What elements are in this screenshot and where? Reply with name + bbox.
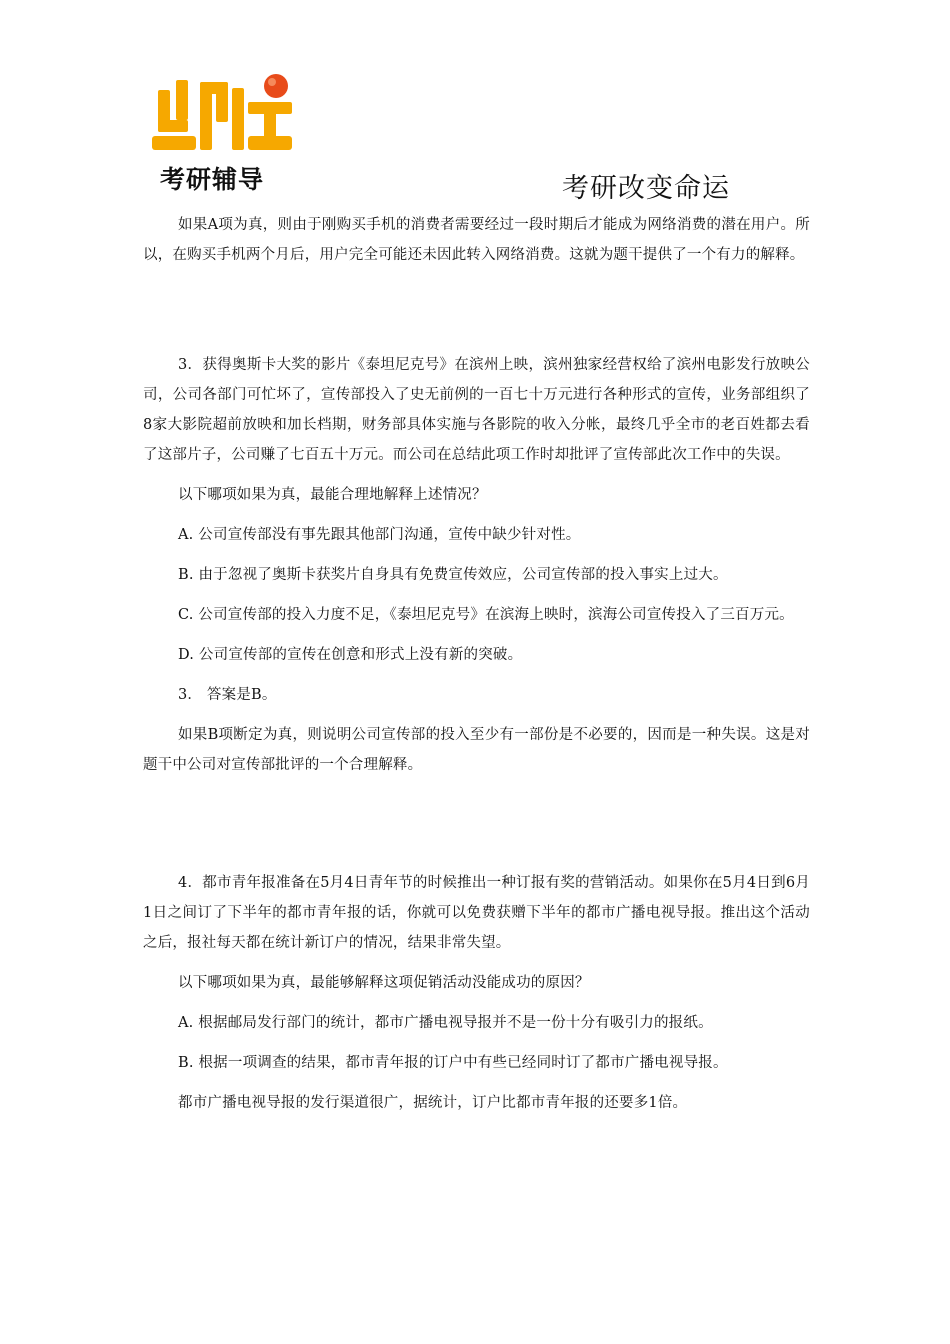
question-3-answer: 3． 答案是B。	[178, 687, 277, 703]
question-4-option-c: 都市广播电视导报的发行渠道很广，据统计，订户比都市青年报的还要多1倍。	[178, 1095, 688, 1111]
question-3-option-a: A. 公司宣传部没有事先跟其他部门沟通，宣传中缺少针对性。	[178, 527, 581, 543]
question-4-stem: 4．都市青年报准备在5月4日青年节的时候推出一种订报有奖的营销活动。如果你在5月4日到6月1日之间订了下半年的都市青年报的话，你就可以免费获赠下半年的都市广播电视导报。推出这个活动之后，报社每天都在统计新订户的情况，结果非常失望。	[143, 875, 810, 951]
question-3-stem: 3．获得奥斯卡大奖的影片《泰坦尼克号》在滨州上映，滨州独家经营权给了滨州电影发行放映公司，公司各部门可忙坏了，宣传部投入了史无前例的一百七十万元进行各种形式的宣传，业务部组织了8家大影院超前放映和加长档期，财务部具体实施与各影院的收入分帐，最终几乎全市的老百姓都去看了这部片子，公司赚了七百五十万元。而公司在总结此项工作时却批评了宣传部此次工作中的失误。	[143, 357, 810, 463]
question-3-option-d: D. 公司宣传部的宣传在创意和形式上没有新的突破。	[178, 647, 523, 663]
question-4-option-b: B. 根据一项调查的结果，都市青年报的订户中有些已经同时订了都市广播电视导报。	[178, 1055, 728, 1071]
question-4-option-a: A. 根据邮局发行部门的统计，都市广播电视导报并不是一份十分有吸引力的报纸。	[178, 1015, 713, 1031]
question-4-prompt: 以下哪项如果为真，最能够解释这项促销活动没能成功的原因？	[178, 975, 590, 991]
logo-subtitle: 考研辅导	[160, 165, 265, 194]
slogan: 考研改变命运	[562, 173, 730, 204]
question-3-option-c: C. 公司宣传部的投入力度不足，《泰坦尼克号》在滨海上映时，滨海公司宣传投入了三百万元。	[178, 607, 794, 623]
document-body	[143, 210, 810, 1118]
logo-mark-icon	[150, 72, 300, 162]
question-3-explanation: 如果B项断定为真，则说明公司宣传部的投入至少有一部份是不必要的，因而是一种失误。这是对题干中公司对宣传部批评的一个合理解释。	[143, 727, 810, 773]
question-3-prompt: 以下哪项如果为真，最能合理地解释上述情况？	[178, 487, 487, 503]
question-3-option-b: B. 由于忽视了奥斯卡获奖片自身具有免费宣传效应，公司宣传部的投入事实上过大。	[178, 567, 728, 583]
paragraph-option-a-explanation: 如果A项为真，则由于刚购买手机的消费者需要经过一段时期后才能成为网络消费的潜在用户。所以，在购买手机两个月后，用户完全可能还未因此转入网络消费。这就为题干提供了一个有力的解释。	[143, 217, 810, 263]
